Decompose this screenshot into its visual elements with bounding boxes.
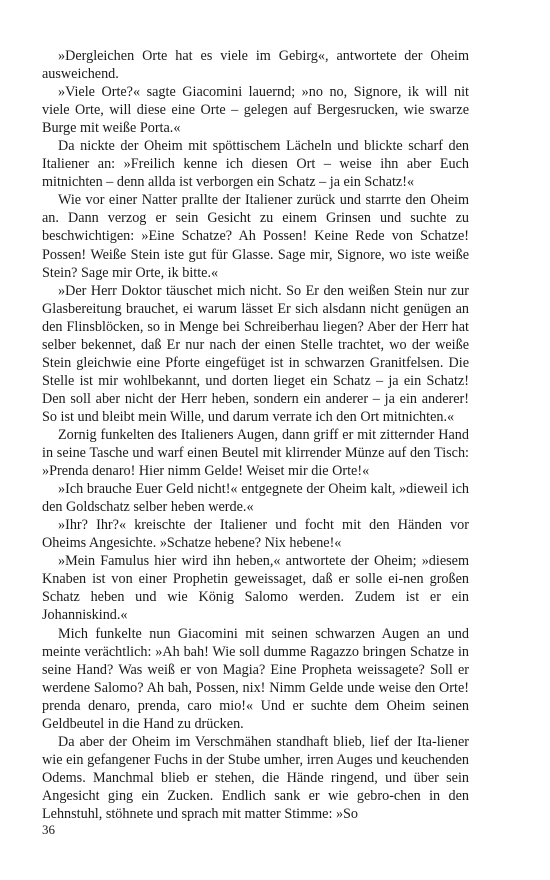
paragraph: »Der Herr Doktor täuschet mich nicht. So Er den weißen Stein nur zur Glasbereitung brauchet, ei warum lässet Er sich alsdann nicht genügen an den Flinsblöcken, so in Menge bei Schreiberhau liegen? Aber der Herr hat selber bekennet, daß Er nur nach der einen Stelle trachtet, wo der weiße Stein gleichwie eine Pforte eingefüget ist in schwarzen Granitfelsen. Die Stelle ist mir wohlbekannt, und dorten lieget ein Schatz – ja ein Schatz! Den soll aber nicht der Herr heben, sondern ein anderer – ja ein anderer! So ist und bleibt mein Wille, und darum verrate ich den Ort mitnichten.« <box>42 282 469 425</box>
paragraph: »Ihr? Ihr?« kreischte der Italiener und focht mit den Händen vor Oheims Angesichte. »Schatze hebene? Nix hebene!« <box>42 517 469 552</box>
paragraph: »Viele Orte?« sagte Giacomini lauernd; »no no, Signore, ik will nit viele Orte, will diese eine Orte – gelegen auf Bergesrucken, wie swarze Burge mit weiße Porta.« <box>42 84 469 137</box>
paragraph: Wie vor einer Natter prallte der Italiener zurück und starrte den Oheim an. Dann verzog er sein Gesicht zu einem Grinsen und suchte zu beschwichtigen: »Eine Schatze? Ah Possen! Keine Rede von Schatze! Possen! Weiße Stein iste gut für Glasse. Sage mir, Signore, wo iste weiße Stein? Sage mir Orte, ik bitte.« <box>42 192 469 281</box>
paragraph: Da nickte der Oheim mit spöttischem Lächeln und blickte scharf den Italiener an: »Freilich kenne ich diesen Ort – weise ihn aber Euch mitnichten – denn allda ist verborgen ein Schatz – ja ein Schatz!« <box>42 138 469 191</box>
paragraph: »Dergleichen Orte hat es viele im Gebirg«, antwortete der Oheim ausweichend. <box>42 48 469 83</box>
paragraph: »Mein Famulus hier wird ihn heben,« antwortete der Oheim; »diesem Knaben ist von einer Prophetin geweissaget, daß er solle ei-nen großen Schatz heben und wie König Salomo werden. Zudem ist er ein Johanniskind.« <box>42 553 469 624</box>
paragraph: Da aber der Oheim im Verschmähen standhaft blieb, lief der Ita-liener wie ein gefangener Fuchs in der Stube umher, irren Auges und keuchenden Odems. Manchmal blieb er stehen, die Hände ringend, und über sein Angesicht ging ein Zucken. Endlich sank er wie gebro-chen in den Lehnstuhl, stöhnete und sprach mit matter Stimme: »So <box>42 733 469 822</box>
body-text <box>42 47 469 823</box>
paragraph: Mich funkelte nun Giacomini mit seinen schwarzen Augen an und meinte verächtlich: »Ah bah! Wie soll dumme Ragazzo bringen Schatze in seine Hand? Was weiß er von Magia? Eine Propheta weissagete? Soll er werdene Salomo? Ah bah, Possen, nix! Nimm Gelde unde weise den Orte! prenda denaro, prenda, caro mio!« Und er suchte dem Oheim seinen Geldbeutel in die Hand zu drücken. <box>42 625 469 732</box>
paragraph: Zornig funkelten des Italieners Augen, dann griff er mit zitternder Hand in seine Tasche und warf einen Beutel mit klirrender Münze auf den Tisch: »Prenda denaro! Hier nimm Gelde! Weiset mir die Orte!« <box>42 426 469 480</box>
paragraph: »Ich brauche Euer Geld nicht!« entgegnete der Oheim kalt, »dieweil ich den Goldschatz selber heben werde.« <box>42 481 469 516</box>
page-number: 36 <box>42 822 55 837</box>
